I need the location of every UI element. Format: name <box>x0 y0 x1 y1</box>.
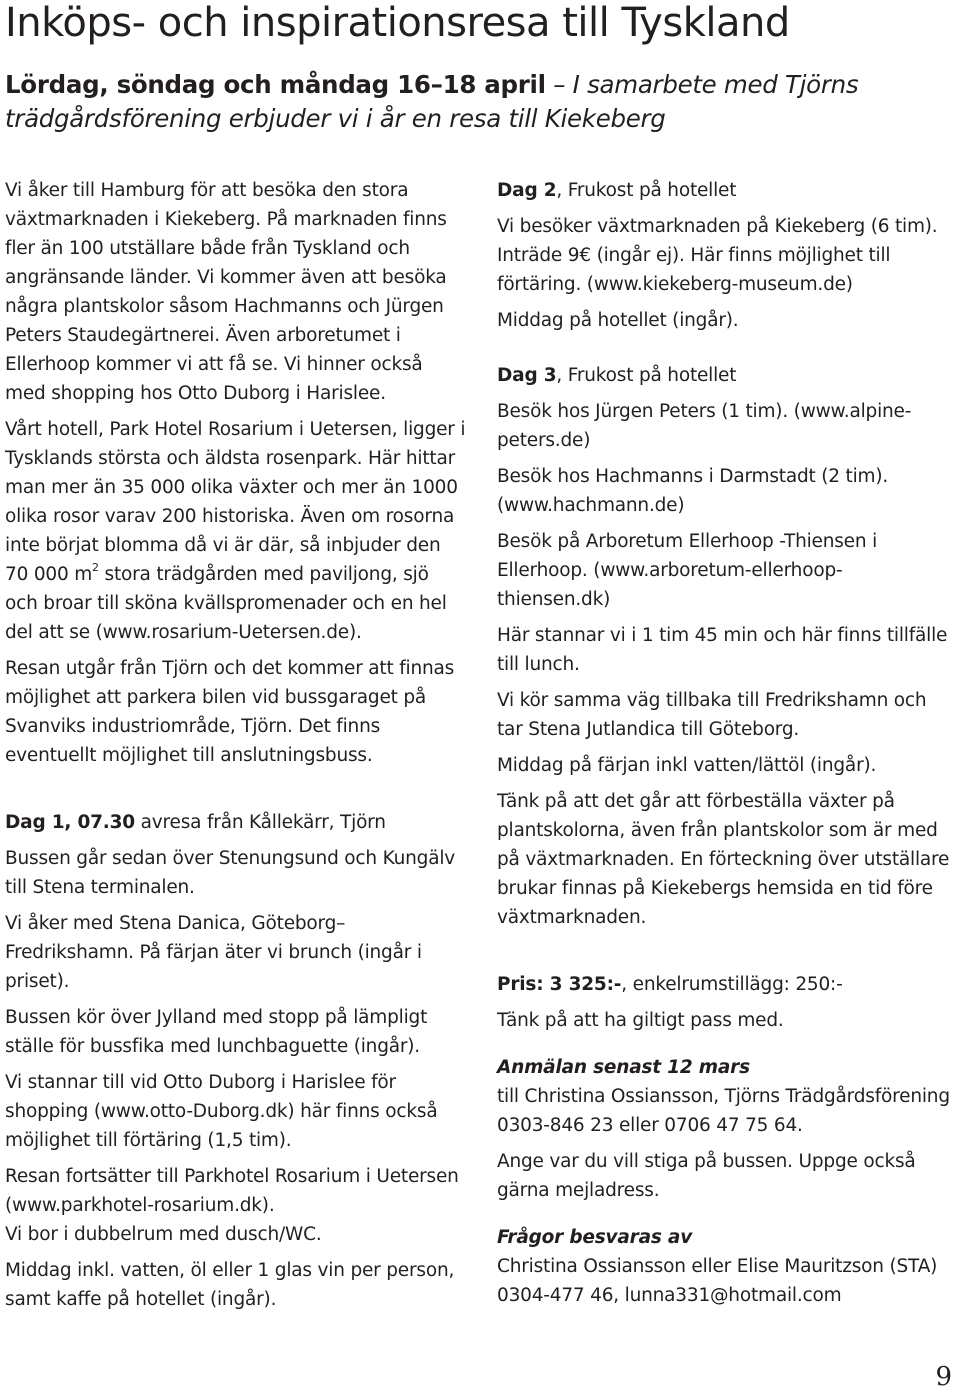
day3-item-arboretum: Besök på Arboretum Ellerhoop -Thiensen i Ellerhoop. (www.arboretum-ellerhoop-thiensen.dk) <box>497 531 878 610</box>
signup-heading: Anmälan senast 12 mars <box>497 1057 750 1078</box>
day3-item-peters: Besök hos Jürgen Peters (1 tim). (www.alpine-peters.de) <box>497 401 912 451</box>
subtitle <box>5 68 955 136</box>
price-line: Pris: 3 325:-, enkelrumstillägg: 250:- <box>497 974 843 995</box>
day3-item-return: Vi kör samma väg tillbaka till Fredrikshamn och tar Stena Jutlandica till Göteborg. <box>497 690 927 740</box>
day1-item-jylland: Bussen kör över Jylland med stopp på lämpligt ställe för bussfika med lunchbaguette (ingår). <box>5 1007 428 1057</box>
day2-item-dinner: Middag på hotellet (ingår). <box>497 310 739 331</box>
price-label: Pris: 3 325:- <box>497 974 622 995</box>
day3-item-dinner: Middag på färjan inkl vatten/lättöl (ingår). <box>497 755 877 776</box>
subtitle-description: – I samarbete med Tjörns trädgårdsförening erbjuder vi i år en resa till Kiekeberg <box>5 70 859 133</box>
day2-label: Dag 2 <box>497 180 557 201</box>
day1-item-bus: Bussen går sedan över Stenungsund och Kungälv till Stena terminalen. <box>5 848 456 898</box>
right-column <box>497 176 955 1317</box>
subtitle-dates: Lördag, söndag och måndag 16–18 april <box>5 70 546 99</box>
questions-heading: Frågor besvaras av <box>497 1227 693 1248</box>
day1-item-hotel: Resan fortsätter till Parkhotel Rosarium i Uetersen (www.parkhotel-rosarium.dk). <box>5 1166 459 1216</box>
day3-heading: Dag 3, Frukost på hotellet <box>497 365 737 386</box>
page-title: Inköps- och inspirationsresa till Tyskland <box>5 0 790 46</box>
day1-label: Dag 1, 07.30 <box>5 812 135 833</box>
day1-item-shopping: Vi stannar till vid Otto Duborg i Harislee för shopping (www.otto-Duborg.dk) här finns också möjlighet till förtäring (1,5 tim). <box>5 1072 438 1151</box>
day1-item-ferry: Vi åker med Stena Danica, Göteborg–Fredrikshamn. På färjan äter vi brunch (ingår i priset). <box>5 913 422 992</box>
intro-paragraph: Vi åker till Hamburg för att besöka den stora växtmarknaden i Kiekeberg. På marknaden finns fler än 100 utställare både från Tyskland och angränsande länder. Vi kommer även att besöka några plantskolor såsom Hachmanns och Jürgen Peters Staudegärtnerei. Även arboretumet i Ellerhoop kommer vi att få se. Vi hinner också med shopping hos Otto Duborg i Harislee. <box>5 180 447 404</box>
superscript-2: 2 <box>92 561 99 574</box>
questions-contact: Christina Ossiansson eller Elise Mauritzson (STA) 0304-477 46, lunna331@hotmail.com <box>497 1256 938 1306</box>
day2-heading: Dag 2, Frukost på hotellet <box>497 180 737 201</box>
signup-contact: till Christina Ossiansson, Tjörns Trädgårdsförening 0303-846 23 eller 0706 47 75 64. <box>497 1086 950 1136</box>
day3-item-lunch: Här stannar vi i 1 tim 45 min och här finns tillfälle till lunch. <box>497 625 948 675</box>
departure-paragraph: Resan utgår från Tjörn och det kommer att finnas möjlighet att parkera bilen vid bussgaraget på Svanviks industriområde, Tjörn. Det finns eventuellt möjlighet till anslutningsbuss. <box>5 658 455 766</box>
preorder-note: Tänk på att det går att förbeställa växter på plantskolorna, även från plantskolor som är med på växtmarknaden. En förteckning över utställare brukar finnas på Kiekebergs hemsida en tid före växtmarknaden. <box>497 791 950 928</box>
page-number: 9 <box>935 1362 952 1392</box>
day3-item-hachmanns: Besök hos Hachmanns i Darmstadt (2 tim). (www.hachmann.de) <box>497 466 889 516</box>
day1-item-room: Vi bor i dubbelrum med dusch/WC. <box>5 1224 322 1245</box>
left-column <box>5 176 467 1321</box>
day1-heading: Dag 1, 07.30 avresa från Kållekärr, Tjörn <box>5 812 386 833</box>
hotel-paragraph: Vårt hotell, Park Hotel Rosarium i Uetersen, ligger i Tysklands största och äldsta rosenpark. Här hittar man mer än 35 000 olika växter och mer än 1000 olika rosor varav 200 historiska. Även om rosorna inte börjat blomma då vi är där, så inbjuder den 70 000 $m^2$ stora trädgården med paviljong, sjö och broar till sköna kvällspromenader och en hel del att se (www.rosarium-Uetersen.de). <box>5 419 466 643</box>
day3-label: Dag 3 <box>497 365 557 386</box>
day1-item-dinner: Middag inkl. vatten, öl eller 1 glas vin per person, samt kaffe på hotellet (ingår). <box>5 1260 455 1310</box>
signup-instructions: Ange var du vill stiga på bussen. Uppge också gärna mejladress. <box>497 1151 916 1201</box>
passport-note: Tänk på att ha giltigt pass med. <box>497 1010 784 1031</box>
day2-item-market: Vi besöker växtmarknaden på Kiekeberg (6 tim). Inträde 9€ (ingår ej). Här finns möjlighet till förtäring. (www.kiekeberg-museum.de) <box>497 216 938 295</box>
